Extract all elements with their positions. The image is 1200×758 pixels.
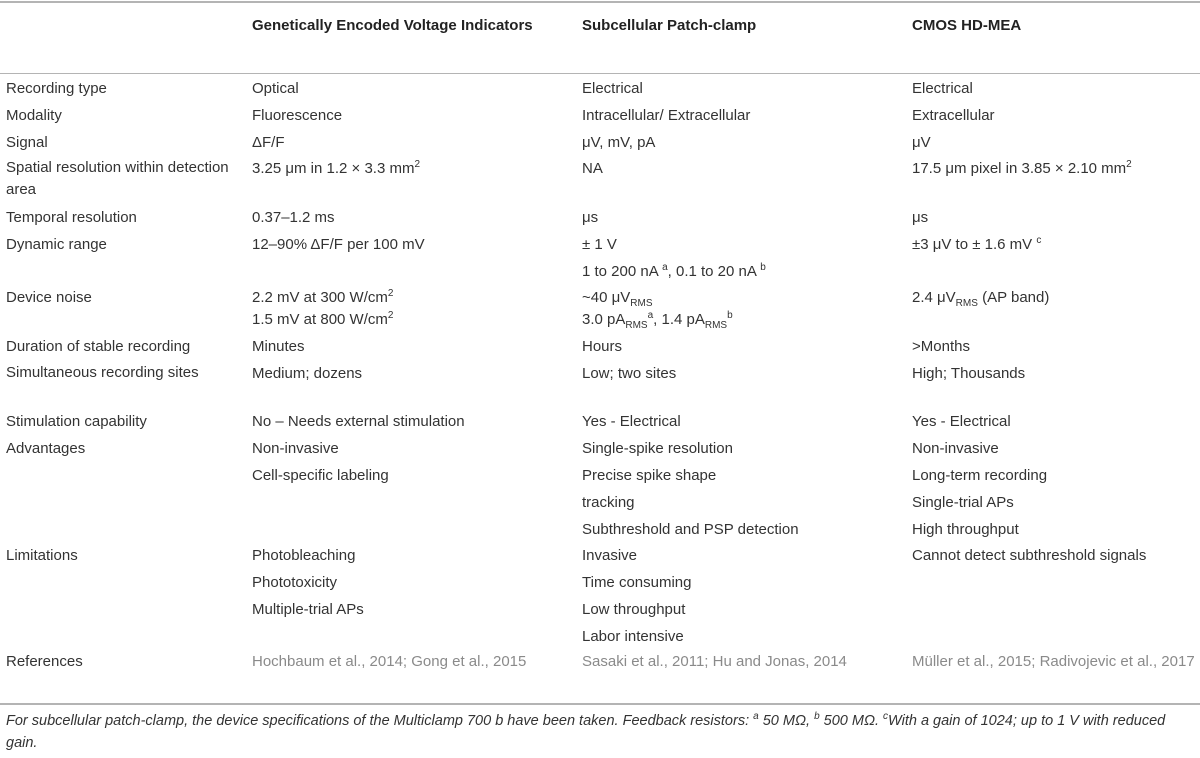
reference-patch[interactable]: Sasaki et al., 2011; Hu and Jonas, 2014 [582, 653, 847, 670]
cell-gevi: ΔF/F [252, 134, 285, 151]
cell-cmos: Extracellular [912, 107, 995, 124]
cell-patch: Low; two sites [582, 365, 677, 382]
cell-cmos: ±3 μV to ± 1.6 mV $^c$ [912, 235, 1042, 253]
cell-gevi: No – Needs external stimulation [252, 413, 465, 430]
cell-patch: Intracellular/ Extracellular [582, 107, 751, 124]
row-label: Simultaneous recording sites [6, 364, 199, 381]
cell-gevi: 0.37–1.2 ms [252, 209, 335, 226]
cell-patch: Yes - Electrical [582, 413, 681, 430]
cell-gevi: 3.25 μm in 1.2 × 3.3 $mm^2$ [252, 159, 421, 177]
cell-gevi: Photobleaching Phototoxicity Multiple-trial APs [252, 547, 364, 618]
row-label: Modality [6, 107, 62, 124]
row-label: Signal [6, 134, 48, 151]
cell-cmos: Electrical [912, 80, 973, 97]
row-label: Dynamic range [6, 236, 107, 253]
cell-gevi: Minutes [252, 338, 305, 355]
cell-gevi: 12–90% ΔF/F per 100 mV [252, 236, 425, 253]
cell-patch: ± 1 V 1 to 200 nA $^a$, 0.1 to 20 nA $^b$ [582, 236, 766, 280]
reference-cmos[interactable]: Müller et al., 2015; Radivojevic et al., 2017 [912, 653, 1195, 670]
row-label: Advantages [6, 440, 86, 457]
header-cmos-hdmea: CMOS HD-MEA [912, 17, 1022, 34]
row-label: Temporal resolution [6, 209, 137, 226]
row-label: Recording type [6, 80, 107, 97]
header-patch-clamp: Subcellular Patch-clamp [582, 17, 757, 34]
row-label: Duration of stable recording [6, 338, 191, 355]
cell-gevi: Optical [252, 80, 299, 97]
cell-gevi: 2.2 mV at 300 $W/cm^2$ 1.5 mV at 800 $W/cm^2$ [252, 288, 394, 328]
cell-patch: Electrical [582, 80, 643, 97]
cell-cmos: Cannot detect subthreshold signals [912, 547, 1147, 564]
cell-patch: Invasive Time consuming Low throughput Labor intensive [582, 547, 692, 645]
cell-gevi: Fluorescence [252, 107, 343, 124]
header-rule [0, 73, 1200, 74]
cell-cmos: Yes - Electrical [912, 413, 1011, 430]
row-label: Stimulation capability [6, 413, 147, 430]
cell-patch: ~40 $\mu V_{RMS}$ 3.0 $pA_{RMS}^a$, 1.4 $pA_{RMS}^b$ [582, 289, 733, 331]
row-label: Limitations [6, 547, 78, 564]
cell-cmos: >Months [912, 338, 970, 355]
cell-cmos: μs [912, 209, 929, 226]
cell-cmos: Non-invasive Long-term recording Single-trial APs High throughput [912, 440, 1048, 538]
cell-gevi: Medium; dozens [252, 365, 363, 382]
cell-patch: μs [582, 209, 599, 226]
cell-patch: NA [582, 160, 603, 177]
cell-cmos: 2.4 $\mu V_{RMS}$ (AP band) [912, 289, 1050, 309]
cell-patch: μV, mV, pA [582, 134, 656, 151]
table-top-rule [0, 1, 1200, 3]
table-bottom-rule [0, 703, 1200, 705]
row-label: References [6, 653, 83, 670]
cell-patch: Single-spike resolution Precise spike shape tracking Subthreshold and PSP detection [582, 440, 799, 538]
cell-cmos: 17.5 μm pixel in 3.85 × 2.10 $mm^2$ [912, 159, 1132, 177]
row-label: Device noise [6, 289, 92, 306]
cell-cmos: High; Thousands [912, 365, 1026, 382]
cell-patch: Hours [582, 338, 623, 355]
header-gevi: Genetically Encoded Voltage Indicators [252, 17, 533, 34]
table-footnote: For subcellular patch-clamp, the device specifications of the Multiclamp 700 b have been taken. Feedback resistors: $^a$ 50 MΩ, $^b$ 500 MΩ. $^c$With a gain of 1024; up to 1 V with reduced gain. [6, 711, 1166, 751]
cell-cmos: μV [912, 134, 931, 151]
reference-gevi[interactable]: Hochbaum et al., 2014; Gong et al., 2015 [252, 653, 527, 670]
row-label: Spatial resolution within detection area [6, 159, 229, 198]
cell-gevi: Non-invasive Cell-specific labeling [252, 440, 389, 484]
